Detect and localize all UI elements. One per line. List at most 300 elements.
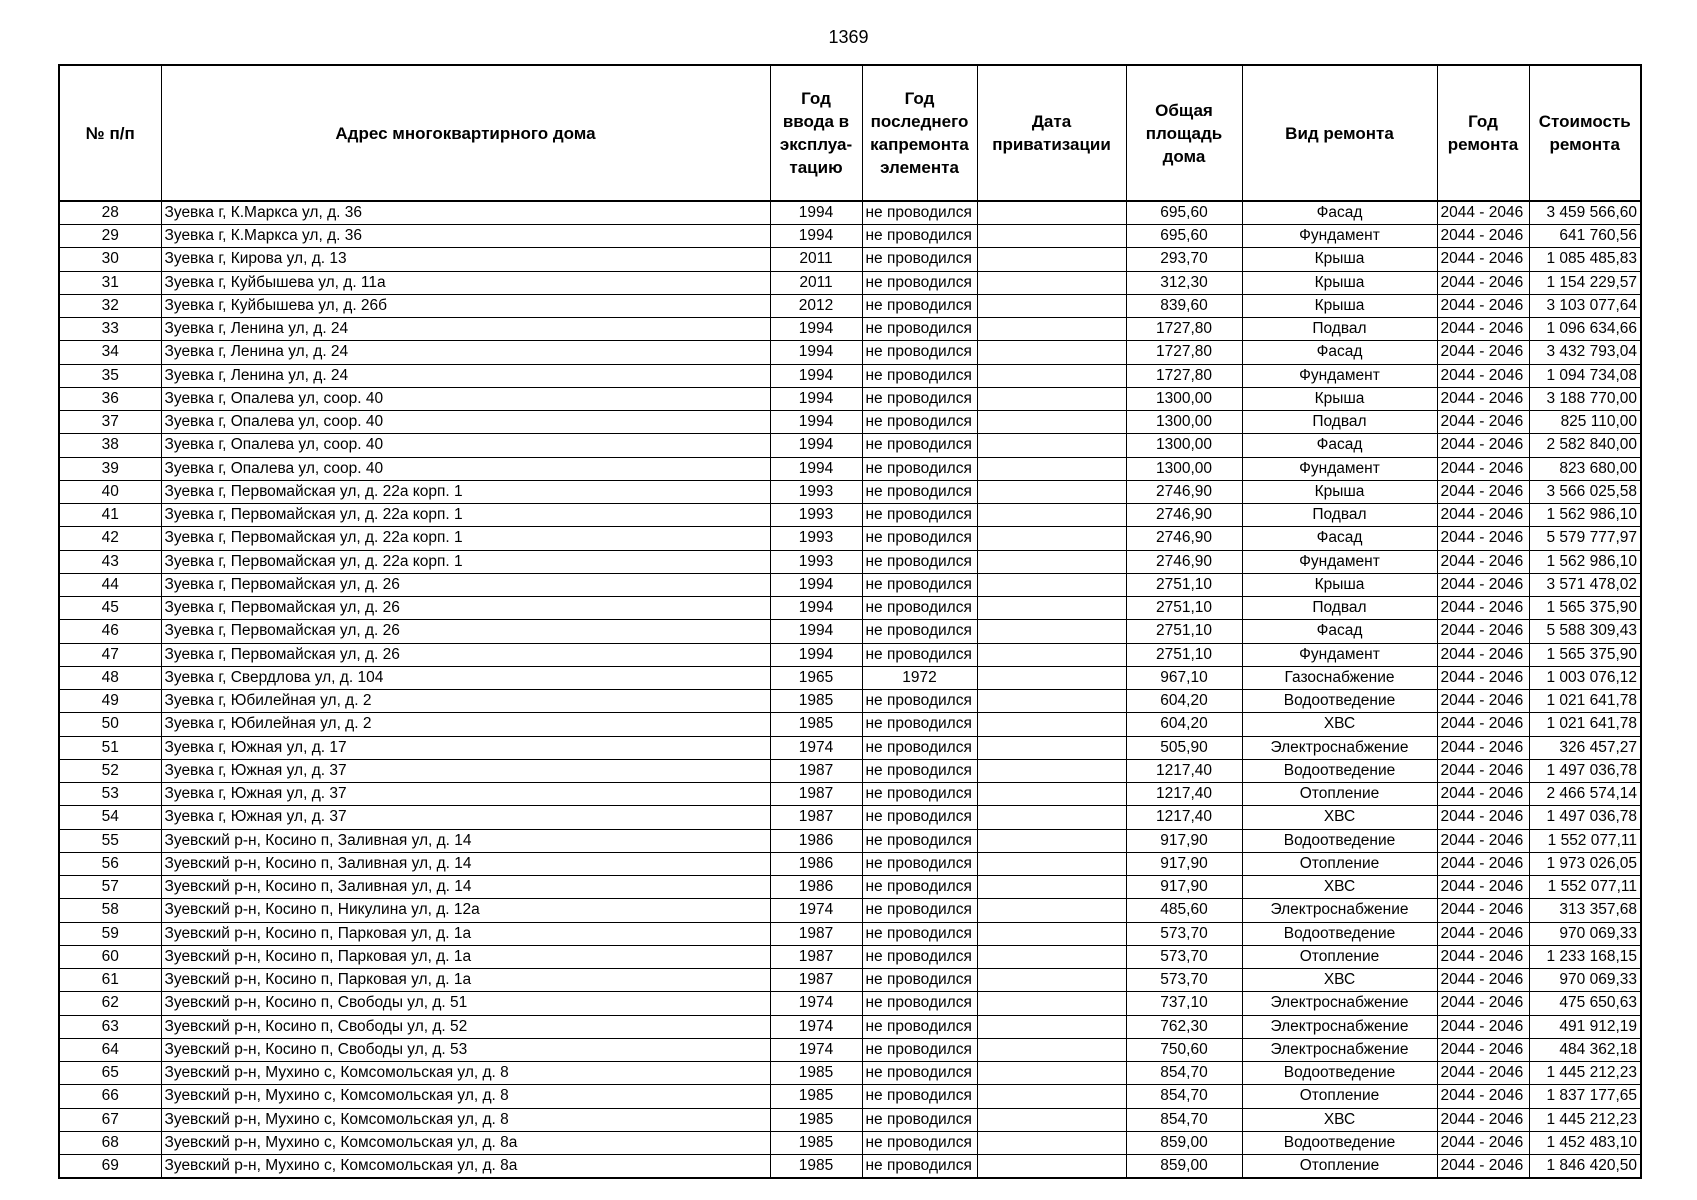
last-repair-cell: не проводился xyxy=(862,527,977,550)
year-built-cell: 1985 xyxy=(770,690,862,713)
repair-type-cell: Крыша xyxy=(1242,573,1437,596)
row-number-cell: 47 xyxy=(59,643,161,666)
privatization-date-cell xyxy=(977,969,1126,992)
repair-type-cell: Отопление xyxy=(1242,1085,1437,1108)
total-area-cell: 859,00 xyxy=(1126,1131,1242,1154)
row-number-cell: 54 xyxy=(59,806,161,829)
row-number-cell: 48 xyxy=(59,666,161,689)
address-cell: Зуевка г, Первомайская ул, д. 22а корп. 1 xyxy=(161,504,770,527)
repair-type-cell: ХВС xyxy=(1242,806,1437,829)
row-number-cell: 31 xyxy=(59,271,161,294)
table-row xyxy=(59,294,1641,317)
row-number-cell: 28 xyxy=(59,201,161,225)
last-repair-cell: не проводился xyxy=(862,364,977,387)
row-number-cell: 68 xyxy=(59,1131,161,1154)
last-repair-cell: не проводился xyxy=(862,318,977,341)
year-built-cell: 1985 xyxy=(770,1155,862,1179)
repair-period-cell: 2044 - 2046 xyxy=(1437,945,1529,968)
row-number-cell: 42 xyxy=(59,527,161,550)
last-repair-cell: не проводился xyxy=(862,1108,977,1131)
repair-period-cell: 2044 - 2046 xyxy=(1437,225,1529,248)
repair-period-cell: 2044 - 2046 xyxy=(1437,318,1529,341)
repair-cost-cell: 484 362,18 xyxy=(1529,1038,1641,1061)
repair-period-cell: 2044 - 2046 xyxy=(1437,992,1529,1015)
row-number-cell: 56 xyxy=(59,852,161,875)
repair-type-cell: Фундамент xyxy=(1242,364,1437,387)
repair-cost-cell: 3 566 025,58 xyxy=(1529,480,1641,503)
table-row xyxy=(59,387,1641,410)
row-number-cell: 46 xyxy=(59,620,161,643)
repair-cost-cell: 491 912,19 xyxy=(1529,1015,1641,1038)
address-cell: Зуевский р-н, Мухино с, Комсомольская ул, д. 8а xyxy=(161,1131,770,1154)
repair-cost-cell: 1 094 734,08 xyxy=(1529,364,1641,387)
address-cell: Зуевка г, Опалева ул, соор. 40 xyxy=(161,387,770,410)
last-repair-cell: не проводился xyxy=(862,713,977,736)
repair-period-cell: 2044 - 2046 xyxy=(1437,480,1529,503)
row-number-cell: 29 xyxy=(59,225,161,248)
table-row xyxy=(59,201,1641,225)
repair-cost-cell: 3 188 770,00 xyxy=(1529,387,1641,410)
repair-period-cell: 2044 - 2046 xyxy=(1437,271,1529,294)
privatization-date-cell xyxy=(977,573,1126,596)
privatization-date-cell xyxy=(977,666,1126,689)
privatization-date-cell xyxy=(977,643,1126,666)
page-number: 1369 xyxy=(828,27,869,47)
repair-cost-cell: 825 110,00 xyxy=(1529,411,1641,434)
repair-cost-cell: 823 680,00 xyxy=(1529,457,1641,480)
privatization-date-cell xyxy=(977,1131,1126,1154)
repair-type-cell: Крыша xyxy=(1242,480,1437,503)
row-number-cell: 59 xyxy=(59,922,161,945)
privatization-date-cell xyxy=(977,597,1126,620)
repair-cost-cell: 1 021 641,78 xyxy=(1529,690,1641,713)
year-built-cell: 1985 xyxy=(770,1062,862,1085)
table-row xyxy=(59,504,1641,527)
privatization-date-cell xyxy=(977,1085,1126,1108)
total-area-cell: 750,60 xyxy=(1126,1038,1242,1061)
row-number-cell: 53 xyxy=(59,783,161,806)
table-row xyxy=(59,1062,1641,1085)
repair-period-cell: 2044 - 2046 xyxy=(1437,573,1529,596)
address-cell: Зуевка г, Южная ул, д. 37 xyxy=(161,759,770,782)
last-repair-cell: не проводился xyxy=(862,434,977,457)
table-row xyxy=(59,271,1641,294)
repair-period-cell: 2044 - 2046 xyxy=(1437,294,1529,317)
repair-period-cell: 2044 - 2046 xyxy=(1437,829,1529,852)
row-number-cell: 58 xyxy=(59,899,161,922)
address-cell: Зуевка г, К.Маркса ул, д. 36 xyxy=(161,201,770,225)
address-cell: Зуевка г, Южная ул, д. 37 xyxy=(161,806,770,829)
repair-type-cell: Отопление xyxy=(1242,945,1437,968)
table-row xyxy=(59,852,1641,875)
repair-cost-cell: 1 565 375,90 xyxy=(1529,597,1641,620)
row-number-cell: 38 xyxy=(59,434,161,457)
header-address: Адрес многоквартирного дома xyxy=(161,65,770,201)
privatization-date-cell xyxy=(977,318,1126,341)
table-row xyxy=(59,434,1641,457)
row-number-cell: 41 xyxy=(59,504,161,527)
repair-type-cell: Подвал xyxy=(1242,411,1437,434)
repair-type-cell: Фундамент xyxy=(1242,225,1437,248)
last-repair-cell: не проводился xyxy=(862,341,977,364)
repair-period-cell: 2044 - 2046 xyxy=(1437,1085,1529,1108)
address-cell: Зуевка г, Южная ул, д. 17 xyxy=(161,736,770,759)
total-area-cell: 854,70 xyxy=(1126,1085,1242,1108)
year-built-cell: 1994 xyxy=(770,620,862,643)
header-repair-year: Год ремонта xyxy=(1437,65,1529,201)
address-cell: Зуевка г, Опалева ул, соор. 40 xyxy=(161,457,770,480)
privatization-date-cell xyxy=(977,527,1126,550)
repair-type-cell: Крыша xyxy=(1242,294,1437,317)
repair-cost-cell: 1 154 229,57 xyxy=(1529,271,1641,294)
year-built-cell: 1987 xyxy=(770,945,862,968)
last-repair-cell: не проводился xyxy=(862,411,977,434)
table-row xyxy=(59,806,1641,829)
last-repair-cell: не проводился xyxy=(862,387,977,410)
year-built-cell: 1985 xyxy=(770,713,862,736)
year-built-cell: 1994 xyxy=(770,434,862,457)
privatization-date-cell xyxy=(977,945,1126,968)
total-area-cell: 2746,90 xyxy=(1126,480,1242,503)
row-number-cell: 43 xyxy=(59,550,161,573)
repair-type-cell: Водоотведение xyxy=(1242,690,1437,713)
table-row xyxy=(59,318,1641,341)
row-number-cell: 30 xyxy=(59,248,161,271)
address-cell: Зуевский р-н, Косино п, Заливная ул, д. 14 xyxy=(161,876,770,899)
address-cell: Зуевка г, Юбилейная ул, д. 2 xyxy=(161,713,770,736)
last-repair-cell: не проводился xyxy=(862,922,977,945)
year-built-cell: 1974 xyxy=(770,736,862,759)
repair-cost-cell: 1 003 076,12 xyxy=(1529,666,1641,689)
address-cell: Зуевка г, Опалева ул, соор. 40 xyxy=(161,411,770,434)
repair-period-cell: 2044 - 2046 xyxy=(1437,713,1529,736)
repair-period-cell: 2044 - 2046 xyxy=(1437,666,1529,689)
privatization-date-cell xyxy=(977,876,1126,899)
total-area-cell: 917,90 xyxy=(1126,852,1242,875)
last-repair-cell: не проводился xyxy=(862,248,977,271)
row-number-cell: 33 xyxy=(59,318,161,341)
table-row xyxy=(59,527,1641,550)
last-repair-cell: не проводился xyxy=(862,1038,977,1061)
repair-type-cell: Отопление xyxy=(1242,783,1437,806)
table-row xyxy=(59,690,1641,713)
repair-period-cell: 2044 - 2046 xyxy=(1437,248,1529,271)
privatization-date-cell xyxy=(977,1062,1126,1085)
total-area-cell: 1300,00 xyxy=(1126,387,1242,410)
last-repair-cell: не проводился xyxy=(862,759,977,782)
last-repair-cell: не проводился xyxy=(862,969,977,992)
year-built-cell: 1986 xyxy=(770,852,862,875)
last-repair-cell: не проводился xyxy=(862,573,977,596)
repair-cost-cell: 3 459 566,60 xyxy=(1529,201,1641,225)
header-last-repair: Год последнего капремонта элемента xyxy=(862,65,977,201)
row-number-cell: 67 xyxy=(59,1108,161,1131)
repair-type-cell: Электроснабжение xyxy=(1242,1038,1437,1061)
table-row xyxy=(59,922,1641,945)
repair-cost-cell: 1 445 212,23 xyxy=(1529,1108,1641,1131)
repair-type-cell: Фундамент xyxy=(1242,550,1437,573)
repair-type-cell: Электроснабжение xyxy=(1242,736,1437,759)
privatization-date-cell xyxy=(977,620,1126,643)
year-built-cell: 1993 xyxy=(770,504,862,527)
year-built-cell: 1986 xyxy=(770,829,862,852)
table-row xyxy=(59,480,1641,503)
address-cell: Зуевка г, Ленина ул, д. 24 xyxy=(161,364,770,387)
header-num: № п/п xyxy=(59,65,161,201)
last-repair-cell: не проводился xyxy=(862,643,977,666)
repair-type-cell: Водоотведение xyxy=(1242,829,1437,852)
repair-period-cell: 2044 - 2046 xyxy=(1437,876,1529,899)
repair-type-cell: Водоотведение xyxy=(1242,759,1437,782)
privatization-date-cell xyxy=(977,341,1126,364)
last-repair-cell: не проводился xyxy=(862,620,977,643)
repair-type-cell: Водоотведение xyxy=(1242,922,1437,945)
last-repair-cell: не проводился xyxy=(862,225,977,248)
row-number-cell: 37 xyxy=(59,411,161,434)
last-repair-cell: не проводился xyxy=(862,829,977,852)
repair-cost-cell: 641 760,56 xyxy=(1529,225,1641,248)
last-repair-cell: 1972 xyxy=(862,666,977,689)
total-area-cell: 604,20 xyxy=(1126,713,1242,736)
privatization-date-cell xyxy=(977,899,1126,922)
repair-period-cell: 2044 - 2046 xyxy=(1437,690,1529,713)
repair-period-cell: 2044 - 2046 xyxy=(1437,1015,1529,1038)
address-cell: Зуевка г, Ленина ул, д. 24 xyxy=(161,341,770,364)
privatization-date-cell xyxy=(977,364,1126,387)
year-built-cell: 1974 xyxy=(770,1038,862,1061)
year-built-cell: 1987 xyxy=(770,969,862,992)
table-row xyxy=(59,364,1641,387)
total-area-cell: 2751,10 xyxy=(1126,597,1242,620)
repair-cost-cell: 5 579 777,97 xyxy=(1529,527,1641,550)
table-row xyxy=(59,666,1641,689)
repair-type-cell: ХВС xyxy=(1242,876,1437,899)
address-cell: Зуевский р-н, Косино п, Заливная ул, д. 14 xyxy=(161,852,770,875)
year-built-cell: 1994 xyxy=(770,643,862,666)
repair-cost-cell: 3 432 793,04 xyxy=(1529,341,1641,364)
last-repair-cell: не проводился xyxy=(862,1155,977,1179)
address-cell: Зуевский р-н, Косино п, Парковая ул, д. 1а xyxy=(161,945,770,968)
total-area-cell: 2751,10 xyxy=(1126,643,1242,666)
address-cell: Зуевка г, Юбилейная ул, д. 2 xyxy=(161,690,770,713)
last-repair-cell: не проводился xyxy=(862,597,977,620)
total-area-cell: 573,70 xyxy=(1126,945,1242,968)
year-built-cell: 1994 xyxy=(770,318,862,341)
last-repair-cell: не проводился xyxy=(862,1015,977,1038)
repair-type-cell: Фундамент xyxy=(1242,457,1437,480)
repair-cost-cell: 1 973 026,05 xyxy=(1529,852,1641,875)
address-cell: Зуевка г, Первомайская ул, д. 26 xyxy=(161,597,770,620)
row-number-cell: 39 xyxy=(59,457,161,480)
row-number-cell: 35 xyxy=(59,364,161,387)
table-row xyxy=(59,713,1641,736)
row-number-cell: 49 xyxy=(59,690,161,713)
privatization-date-cell xyxy=(977,271,1126,294)
repair-cost-cell: 970 069,33 xyxy=(1529,922,1641,945)
last-repair-cell: не проводился xyxy=(862,504,977,527)
table-row xyxy=(59,1015,1641,1038)
total-area-cell: 1727,80 xyxy=(1126,341,1242,364)
repair-type-cell: ХВС xyxy=(1242,713,1437,736)
privatization-date-cell xyxy=(977,1015,1126,1038)
table-row xyxy=(59,1038,1641,1061)
repair-type-cell: Водоотведение xyxy=(1242,1131,1437,1154)
total-area-cell: 762,30 xyxy=(1126,1015,1242,1038)
privatization-date-cell xyxy=(977,480,1126,503)
last-repair-cell: не проводился xyxy=(862,992,977,1015)
repair-period-cell: 2044 - 2046 xyxy=(1437,643,1529,666)
repair-cost-cell: 5 588 309,43 xyxy=(1529,620,1641,643)
year-built-cell: 2011 xyxy=(770,248,862,271)
year-built-cell: 1974 xyxy=(770,1015,862,1038)
address-cell: Зуевский р-н, Косино п, Парковая ул, д. 1а xyxy=(161,969,770,992)
repair-cost-cell: 3 103 077,64 xyxy=(1529,294,1641,317)
total-area-cell: 695,60 xyxy=(1126,201,1242,225)
address-cell: Зуевский р-н, Косино п, Свободы ул, д. 53 xyxy=(161,1038,770,1061)
last-repair-cell: не проводился xyxy=(862,945,977,968)
address-cell: Зуевский р-н, Косино п, Свободы ул, д. 52 xyxy=(161,1015,770,1038)
total-area-cell: 2751,10 xyxy=(1126,573,1242,596)
year-built-cell: 1987 xyxy=(770,759,862,782)
repair-period-cell: 2044 - 2046 xyxy=(1437,457,1529,480)
privatization-date-cell xyxy=(977,922,1126,945)
year-built-cell: 1987 xyxy=(770,783,862,806)
year-built-cell: 1994 xyxy=(770,364,862,387)
repair-type-cell: Фасад xyxy=(1242,201,1437,225)
repair-period-cell: 2044 - 2046 xyxy=(1437,806,1529,829)
repair-period-cell: 2044 - 2046 xyxy=(1437,1131,1529,1154)
header-year-built: Год ввода в эксплуа-тацию xyxy=(770,65,862,201)
privatization-date-cell xyxy=(977,225,1126,248)
year-built-cell: 1987 xyxy=(770,806,862,829)
last-repair-cell: не проводился xyxy=(862,1062,977,1085)
repair-type-cell: Фундамент xyxy=(1242,643,1437,666)
table-row xyxy=(59,573,1641,596)
address-cell: Зуевский р-н, Мухино с, Комсомольская ул, д. 8а xyxy=(161,1155,770,1179)
row-number-cell: 62 xyxy=(59,992,161,1015)
repair-period-cell: 2044 - 2046 xyxy=(1437,759,1529,782)
address-cell: Зуевский р-н, Косино п, Свободы ул, д. 51 xyxy=(161,992,770,1015)
privatization-date-cell xyxy=(977,992,1126,1015)
year-built-cell: 2011 xyxy=(770,271,862,294)
total-area-cell: 967,10 xyxy=(1126,666,1242,689)
repair-cost-cell: 1 837 177,65 xyxy=(1529,1085,1641,1108)
row-number-cell: 32 xyxy=(59,294,161,317)
privatization-date-cell xyxy=(977,1038,1126,1061)
last-repair-cell: не проводился xyxy=(862,550,977,573)
repair-cost-cell: 1 565 375,90 xyxy=(1529,643,1641,666)
privatization-date-cell xyxy=(977,852,1126,875)
repair-cost-cell: 1 562 986,10 xyxy=(1529,550,1641,573)
total-area-cell: 485,60 xyxy=(1126,899,1242,922)
privatization-date-cell xyxy=(977,504,1126,527)
address-cell: Зуевка г, Кирова ул, д. 13 xyxy=(161,248,770,271)
repair-cost-cell: 2 466 574,14 xyxy=(1529,783,1641,806)
address-cell: Зуевка г, Свердлова ул, д. 104 xyxy=(161,666,770,689)
table-row xyxy=(59,225,1641,248)
total-area-cell: 859,00 xyxy=(1126,1155,1242,1179)
repair-period-cell: 2044 - 2046 xyxy=(1437,899,1529,922)
privatization-date-cell xyxy=(977,690,1126,713)
last-repair-cell: не проводился xyxy=(862,271,977,294)
address-cell: Зуевка г, К.Маркса ул, д. 36 xyxy=(161,225,770,248)
repair-cost-cell: 1 562 986,10 xyxy=(1529,504,1641,527)
address-cell: Зуевка г, Первомайская ул, д. 22а корп. 1 xyxy=(161,480,770,503)
repair-cost-cell: 1 497 036,78 xyxy=(1529,806,1641,829)
table-row xyxy=(59,341,1641,364)
repair-period-cell: 2044 - 2046 xyxy=(1437,922,1529,945)
repair-period-cell: 2044 - 2046 xyxy=(1437,736,1529,759)
table-row xyxy=(59,248,1641,271)
year-built-cell: 1974 xyxy=(770,899,862,922)
row-number-cell: 61 xyxy=(59,969,161,992)
address-cell: Зуевка г, Первомайская ул, д. 26 xyxy=(161,620,770,643)
address-cell: Зуевка г, Куйбышева ул, д. 11а xyxy=(161,271,770,294)
total-area-cell: 1727,80 xyxy=(1126,318,1242,341)
header-row xyxy=(59,65,1641,201)
repair-type-cell: Подвал xyxy=(1242,504,1437,527)
year-built-cell: 1994 xyxy=(770,341,862,364)
privatization-date-cell xyxy=(977,829,1126,852)
last-repair-cell: не проводился xyxy=(862,736,977,759)
year-built-cell: 1993 xyxy=(770,527,862,550)
address-cell: Зуевка г, Южная ул, д. 37 xyxy=(161,783,770,806)
privatization-date-cell xyxy=(977,550,1126,573)
repair-type-cell: Крыша xyxy=(1242,248,1437,271)
repair-period-cell: 2044 - 2046 xyxy=(1437,783,1529,806)
total-area-cell: 1300,00 xyxy=(1126,434,1242,457)
last-repair-cell: не проводился xyxy=(862,457,977,480)
table-row xyxy=(59,1108,1641,1131)
total-area-cell: 1300,00 xyxy=(1126,411,1242,434)
year-built-cell: 1987 xyxy=(770,922,862,945)
repair-type-cell: Газоснабжение xyxy=(1242,666,1437,689)
last-repair-cell: не проводился xyxy=(862,1131,977,1154)
address-cell: Зуевский р-н, Мухино с, Комсомольская ул, д. 8 xyxy=(161,1085,770,1108)
total-area-cell: 695,60 xyxy=(1126,225,1242,248)
repair-cost-cell: 313 357,68 xyxy=(1529,899,1641,922)
address-cell: Зуевка г, Куйбышева ул, д. 26б xyxy=(161,294,770,317)
repair-period-cell: 2044 - 2046 xyxy=(1437,527,1529,550)
year-built-cell: 1993 xyxy=(770,480,862,503)
year-built-cell: 1994 xyxy=(770,225,862,248)
row-number-cell: 66 xyxy=(59,1085,161,1108)
repair-period-cell: 2044 - 2046 xyxy=(1437,1108,1529,1131)
total-area-cell: 1217,40 xyxy=(1126,806,1242,829)
repair-schedule-table xyxy=(58,64,1642,1179)
total-area-cell: 854,70 xyxy=(1126,1108,1242,1131)
repair-type-cell: Отопление xyxy=(1242,852,1437,875)
repair-type-cell: Отопление xyxy=(1242,1155,1437,1179)
table-row xyxy=(59,829,1641,852)
total-area-cell: 917,90 xyxy=(1126,829,1242,852)
address-cell: Зуевка г, Ленина ул, д. 24 xyxy=(161,318,770,341)
header-cost: Стоимость ремонта xyxy=(1529,65,1641,201)
repair-period-cell: 2044 - 2046 xyxy=(1437,387,1529,410)
year-built-cell: 2012 xyxy=(770,294,862,317)
repair-cost-cell: 1 552 077,11 xyxy=(1529,876,1641,899)
table-body xyxy=(59,201,1641,1178)
row-number-cell: 50 xyxy=(59,713,161,736)
repair-period-cell: 2044 - 2046 xyxy=(1437,411,1529,434)
address-cell: Зуевский р-н, Мухино с, Комсомольская ул, д. 8 xyxy=(161,1062,770,1085)
address-cell: Зуевка г, Первомайская ул, д. 26 xyxy=(161,643,770,666)
repair-period-cell: 2044 - 2046 xyxy=(1437,620,1529,643)
repair-period-cell: 2044 - 2046 xyxy=(1437,1062,1529,1085)
row-number-cell: 63 xyxy=(59,1015,161,1038)
table-row xyxy=(59,1131,1641,1154)
repair-cost-cell: 1 552 077,11 xyxy=(1529,829,1641,852)
